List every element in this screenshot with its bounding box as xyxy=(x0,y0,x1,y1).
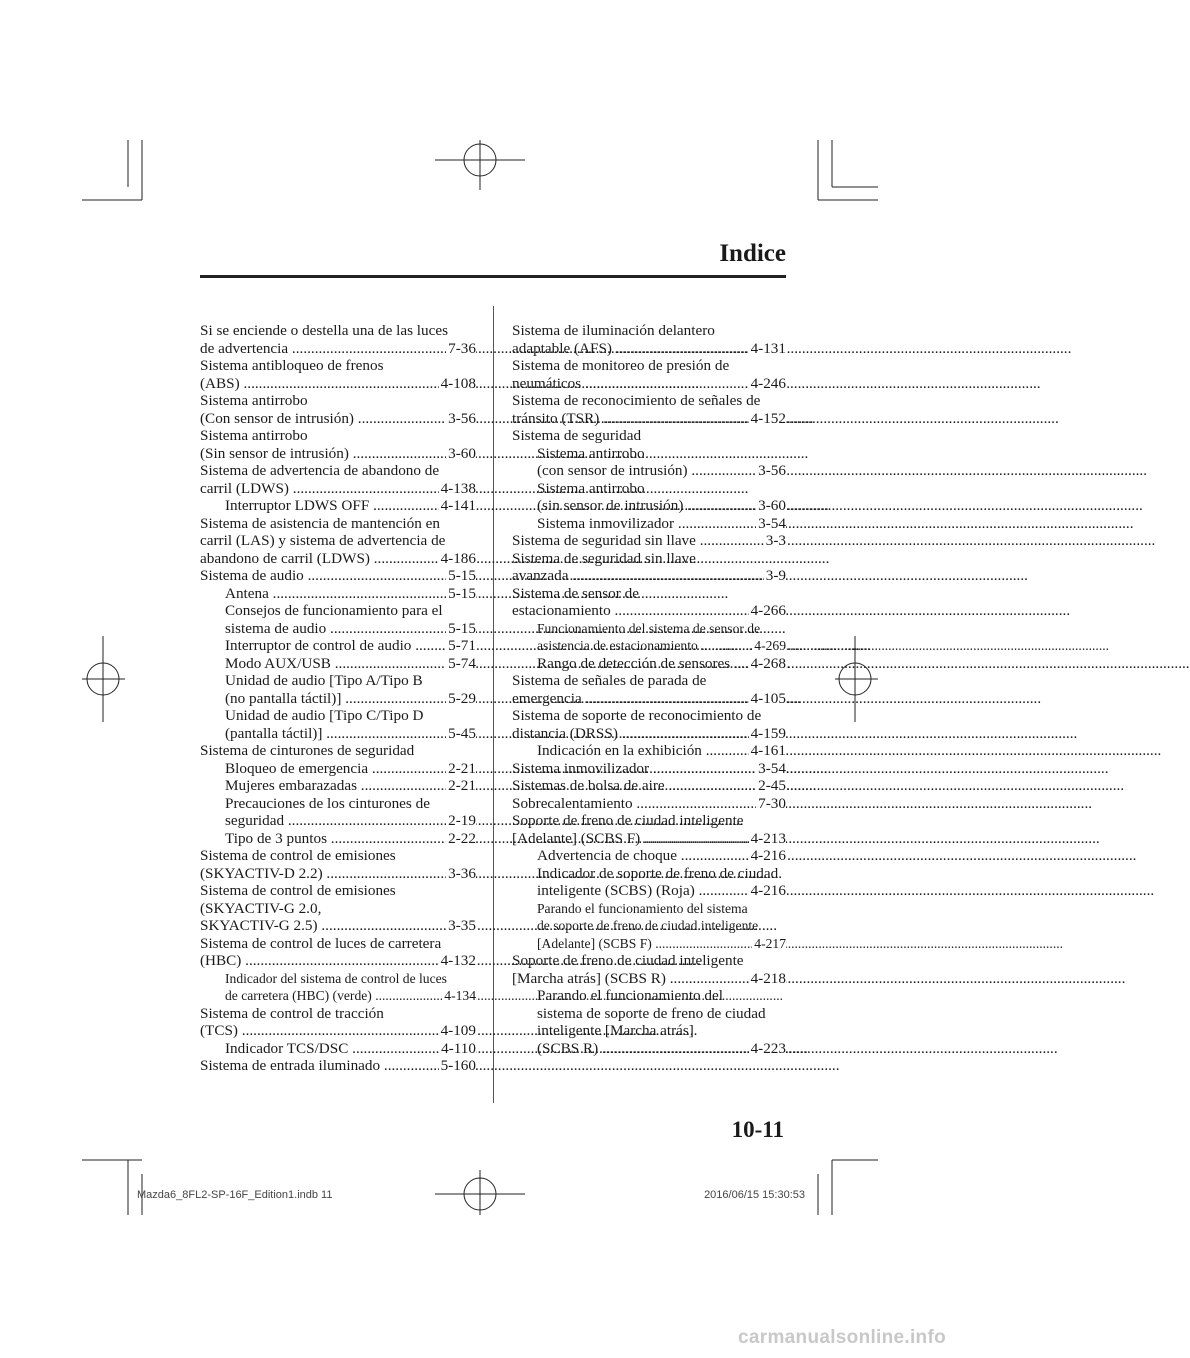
index-entry-text: [Adelante] (SCBS F) ..... xyxy=(512,830,749,848)
index-entry-text: Sistema de iluminación delantero xyxy=(512,322,715,339)
index-entry xyxy=(200,970,476,1005)
index-entry-page: 4-132 xyxy=(440,952,476,969)
index-entry-text: Tipo de 3 puntos ..... xyxy=(225,830,446,848)
index-entry-text: Sistema antirrobo xyxy=(537,444,645,462)
index-entry xyxy=(512,655,786,673)
index-entry-text: avanzada ..... xyxy=(512,567,764,585)
index-entry-text: (sin sensor de intrusión) ..... xyxy=(537,497,756,515)
index-entry-page: 4-161 xyxy=(750,742,786,759)
index-entry-page: 2-21 xyxy=(448,777,476,794)
index-entry xyxy=(512,357,786,392)
index-entry xyxy=(512,952,786,987)
index-entry-page: 3-54 xyxy=(758,514,786,532)
index-entry-page: 4-213 xyxy=(750,829,786,847)
index-entry xyxy=(512,865,786,900)
index-entry-text: Precauciones de los cinturones de xyxy=(225,794,430,812)
index-entry-page: 4-109 xyxy=(440,1022,476,1039)
index-entry-text: Sistema de control de emisiones xyxy=(200,847,396,864)
index-entry-page: 5-15 xyxy=(448,619,476,637)
index-entry-text: (no pantalla táctil)] ..... xyxy=(225,690,446,708)
page-title: Indice xyxy=(719,240,786,267)
index-entry xyxy=(200,462,476,497)
index-entry-text: Sistema antirrobo xyxy=(537,479,645,497)
index-entry xyxy=(512,777,786,795)
index-entry-page: 4-131 xyxy=(750,339,786,357)
index-entry xyxy=(200,1005,476,1040)
watermark: carmanualsonline.info xyxy=(738,1327,946,1348)
index-entry-page: 4-105 xyxy=(750,689,786,707)
index-entry-page: 3-56 xyxy=(758,462,786,479)
footer-file-info: Mazda6_8FL2-SP-16F_Edition1.indb 11 xyxy=(137,1189,333,1201)
index-entry-text: (pantalla táctil)] ..... xyxy=(225,725,446,743)
index-entry xyxy=(512,532,786,550)
index-entry-text: Advertencia de choque ..... xyxy=(537,847,749,865)
index-entry xyxy=(512,322,786,357)
index-entry xyxy=(200,742,476,760)
index-entry-text: Sistema de entrada iluminado ..... xyxy=(200,1057,439,1075)
index-entry xyxy=(200,707,476,742)
index-entry-text: abandono de carril (LDWS) ..... xyxy=(200,550,439,568)
index-entry-text: Sistema de seguridad sin llave ..... xyxy=(512,532,764,550)
index-entry-text: (Con sensor de intrusión) ..... xyxy=(200,410,446,428)
index-entry-page: 3-9 xyxy=(765,567,786,584)
index-entry-text: SKYACTIV-G 2.5) ..... xyxy=(200,917,446,935)
index-entry xyxy=(512,812,786,847)
index-entry-page: 3-36 xyxy=(448,864,476,882)
index-entry-text: (ABS) ..... xyxy=(200,375,439,393)
index-entry-page: 3-56 xyxy=(448,409,476,427)
index-entry-text: Sistema de control de tracción xyxy=(200,1004,384,1022)
index-entry-text: Sistema de asistencia de mantención en xyxy=(200,514,440,532)
index-entry-page: 4-138 xyxy=(440,479,476,497)
index-entry-text: inteligente (SCBS) (Roja) ..... xyxy=(537,882,749,900)
index-entry-page: 4-110 xyxy=(441,1039,476,1057)
index-entry-page: 4-152 xyxy=(750,409,786,427)
index-entry xyxy=(200,427,476,462)
header-rule xyxy=(200,275,786,278)
index-entry-text: (SKYACTIV-G 2.0, xyxy=(200,899,322,917)
index-entry xyxy=(200,322,476,357)
index-entry xyxy=(512,795,786,813)
index-entry-page: 4-268 xyxy=(750,654,786,672)
index-entry-page: 4-223 xyxy=(750,1039,786,1057)
index-entry xyxy=(200,830,476,848)
index-entry xyxy=(512,427,786,445)
index-entry-page: 2-45 xyxy=(758,777,786,794)
index-entry xyxy=(512,392,786,427)
index-entry-page: 2-22 xyxy=(448,829,476,847)
index-entry-page: 4-141 xyxy=(440,497,476,514)
index-entry xyxy=(200,585,476,603)
index-entry-text: (Sin sensor de intrusión) ..... xyxy=(200,445,446,463)
index-entry xyxy=(512,445,786,480)
index-entry-page: 5-71 xyxy=(448,637,476,654)
index-entry xyxy=(200,515,476,568)
index-entry xyxy=(512,515,786,533)
index-entry xyxy=(512,900,786,953)
index-entry xyxy=(512,847,786,865)
index-entry-text: adaptable (AFS) ..... xyxy=(512,340,749,358)
index-entry-text: Bloqueo de emergencia ..... xyxy=(225,760,446,778)
index-entry-page: 5-74 xyxy=(448,654,476,672)
index-entry-page: 4-269 xyxy=(754,638,786,653)
index-entry xyxy=(200,672,476,707)
index-entry xyxy=(512,987,786,1057)
index-entry-text: Sistema de monitoreo de presión de xyxy=(512,357,730,374)
index-entry xyxy=(200,760,476,778)
index-entry-text: Sistema inmovilizador ..... xyxy=(537,515,756,533)
index-entry-text: Sistema de seguridad sin llave xyxy=(512,549,696,567)
index-entry xyxy=(512,760,786,778)
index-entry-text: Indicación en la exhibición ..... xyxy=(537,742,749,760)
index-entry xyxy=(512,672,786,707)
index-entry xyxy=(200,847,476,882)
index-entry xyxy=(200,392,476,427)
index-entry-text: seguridad ..... xyxy=(225,812,446,830)
index-entry-text: emergencia ..... xyxy=(512,690,749,708)
index-entry-page: 3-3 xyxy=(765,532,786,549)
index-entry-text: Unidad de audio [Tipo A/Tipo B xyxy=(225,672,423,689)
page-number: 10-11 xyxy=(731,1117,784,1142)
index-entry xyxy=(200,882,476,935)
index-entry-text: sistema de audio ..... xyxy=(225,620,446,638)
index-entry-text: Sistema de audio ..... xyxy=(200,567,446,585)
index-entry xyxy=(200,357,476,392)
index-entry-text: Sistemas de bolsa de aire ..... xyxy=(512,777,756,795)
index-column-right xyxy=(512,322,786,1057)
index-entry-page: 4-216 xyxy=(750,882,786,899)
index-entry-text: carril (LAS) y sistema de advertencia de xyxy=(200,532,446,549)
index-entry-text: Parando el funcionamiento del sistema xyxy=(537,900,748,916)
index-entry-text: (SKYACTIV-D 2.2) ..... xyxy=(200,865,446,883)
index-entry-text: Soporte de freno de ciudad inteligente xyxy=(512,812,744,829)
index-entry-page: 4-159 xyxy=(750,724,786,742)
index-entry-text: de advertencia ..... xyxy=(200,340,446,358)
index-entry xyxy=(200,1057,476,1075)
index-entry xyxy=(200,567,476,585)
index-entry-text: Sistema inmovilizador ..... xyxy=(512,760,756,778)
index-entry xyxy=(200,1040,476,1058)
index-entry-text: Mujeres embarazadas ..... xyxy=(225,777,446,795)
index-entry-page: 3-60 xyxy=(448,444,476,462)
index-entry-text: Sistema antirrobo xyxy=(200,392,308,409)
index-entry-text: Sistema de control de emisiones xyxy=(200,882,396,899)
index-entry-text: Sistema de reconocimiento de señales de xyxy=(512,392,761,409)
index-entry-text: Interruptor de control de audio ..... xyxy=(225,637,446,655)
index-entry-page: 7-30 xyxy=(758,794,786,812)
index-entry-text: Sobrecalentamiento ..... xyxy=(512,795,756,813)
index-entry-text: de soporte de freno de ciudad inteligente xyxy=(537,918,759,933)
index-entry-page: 5-45 xyxy=(448,724,476,742)
index-entry-text: Sistema antibloqueo de frenos xyxy=(200,357,384,374)
index-entry-text: (con sensor de intrusión) ..... xyxy=(537,462,756,480)
index-entry-page: 4-108 xyxy=(440,374,476,392)
index-entry xyxy=(512,707,786,742)
index-entry-page: 4-266 xyxy=(750,602,786,619)
index-entry-page: 3-60 xyxy=(758,497,786,514)
index-entry-text: Unidad de audio [Tipo C/Tipo D xyxy=(225,707,424,724)
index-entry-text: [Adelante] (SCBS F) ..... xyxy=(537,935,752,953)
index-entry-text: Antena ..... xyxy=(225,585,446,603)
index-entry-page: 4-218 xyxy=(750,969,786,987)
index-entry xyxy=(200,602,476,637)
index-entry-page: 5-29 xyxy=(448,689,476,707)
index-entry-text: Rango de detección de sensores ..... xyxy=(537,655,749,673)
index-entry-text: (HBC) ..... xyxy=(200,952,439,970)
index-entry-page: 4-186 xyxy=(440,549,476,567)
index-entry-page: 5-15 xyxy=(448,567,476,584)
index-entry-text: Sistema de seguridad xyxy=(512,427,642,444)
index-entry xyxy=(200,777,476,795)
index-entry xyxy=(200,795,476,830)
index-entry xyxy=(512,620,786,655)
index-entry-text: asistencia de estacionamiento ..... xyxy=(537,637,752,655)
index-column-left xyxy=(200,322,476,1075)
index-entry xyxy=(512,550,786,585)
index-entry xyxy=(200,935,476,970)
index-entry xyxy=(200,497,476,515)
index-entry-text: Sistema de sensor de xyxy=(512,584,639,602)
index-entry-text: Sistema de advertencia de abandono de xyxy=(200,462,440,479)
index-entry-text: Sistema de soporte de reconocimiento de xyxy=(512,707,762,724)
index-entry-page: 4-246 xyxy=(750,374,786,392)
index-entry-page: 4-217 xyxy=(754,935,786,951)
index-entry-text: (TCS) ..... xyxy=(200,1022,439,1040)
index-entry-text: Sistema de cinturones de seguridad xyxy=(200,742,415,759)
index-entry-text: Indicador del sistema de control de luces xyxy=(225,970,447,986)
index-entry-text: Modo AUX/USB ..... xyxy=(225,655,446,673)
index-entry-text: Interruptor LDWS OFF ..... xyxy=(225,497,439,515)
index-entry-page: 4-134 xyxy=(444,988,476,1003)
index-entry-text: Soporte de freno de ciudad inteligente xyxy=(512,952,744,969)
index-entry-page: 4-216 xyxy=(750,847,786,864)
index-entry-page: 2-21 xyxy=(448,759,476,777)
index-entry xyxy=(512,742,786,760)
index-entry-text: inteligente [Marcha atrás] xyxy=(537,1022,694,1039)
index-entry-text: Consejos de funcionamiento para el xyxy=(225,602,443,619)
index-entry-text: [Marcha atrás] (SCBS R) ..... xyxy=(512,970,749,988)
index-entry-text: sistema de soporte de freno de ciudad xyxy=(537,1004,766,1022)
index-entry-text: carril (LDWS) ..... xyxy=(200,480,439,498)
index-entry-text: tránsito (TSR) ..... xyxy=(512,410,749,428)
index-entry xyxy=(512,585,786,620)
index-entry-text: Si se enciende o destella una de las luces xyxy=(200,322,448,339)
index-entry-page: 7-36 xyxy=(448,339,476,357)
index-entry-text: estacionamiento ..... xyxy=(512,602,749,620)
index-entry-text: distancia (DRSS) ..... xyxy=(512,725,749,743)
index-entry-page: 5-160 xyxy=(440,1057,476,1074)
index-entry-page: 3-54 xyxy=(758,759,786,777)
index-entry-text: neumáticos ..... xyxy=(512,375,749,393)
index-entry xyxy=(200,655,476,673)
index-entry-text: Parando el funcionamiento del xyxy=(537,987,723,1004)
index-entry xyxy=(200,637,476,655)
index-entry-text: Funcionamiento del sistema de sensor de xyxy=(537,620,761,636)
index-entry-page: 5-15 xyxy=(448,584,476,602)
index-entry-text: Sistema antirrobo xyxy=(200,427,308,444)
index-entry-text: Indicador de soporte de freno de ciudad xyxy=(537,864,779,882)
index-entry-page: 3-35 xyxy=(448,917,476,934)
index-entry-text: Sistema de señales de parada de xyxy=(512,672,707,689)
index-entry-text: (SCBS R) ..... xyxy=(537,1040,749,1058)
index-entry-text: de carretera (HBC) (verde) ..... xyxy=(225,987,442,1005)
index-entry-text: Sistema de control de luces de carretera xyxy=(200,934,442,952)
footer-timestamp: 2016/06/15 15:30:53 xyxy=(704,1189,805,1201)
index-entry-page: 2-19 xyxy=(448,812,476,829)
index-entry xyxy=(512,480,786,515)
index-entry-text: Indicador TCS/DSC ..... xyxy=(225,1040,439,1058)
